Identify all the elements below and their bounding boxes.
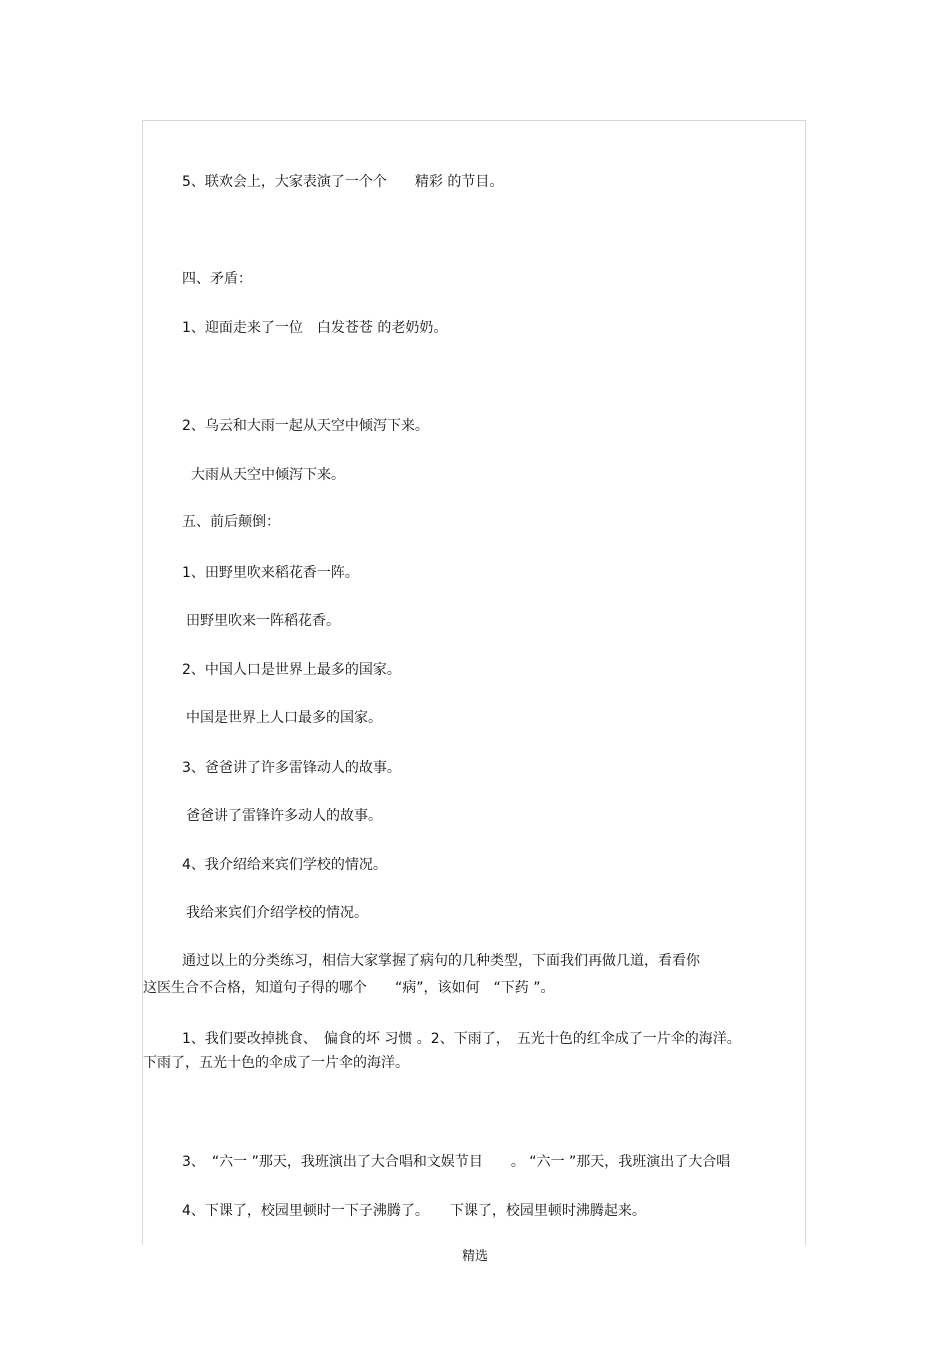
- text-line: 大雨从天空中倾泻下来。: [191, 467, 345, 483]
- section-heading: 四、矛盾：: [182, 271, 252, 287]
- section-heading: 五、前后颠倒：: [182, 514, 280, 530]
- text-line: 4、我介绍给来宾们学校的情况。: [182, 857, 387, 873]
- text-line: 1、田野里吹来稻花香一阵。: [182, 565, 359, 581]
- text-line: 爸爸讲了雷锋许多动人的故事。: [186, 808, 382, 824]
- text-line: 3、爸爸讲了许多雷锋动人的故事。: [182, 760, 401, 776]
- text-line: 1、我们要改掉挑食、 偏食的坏 习惯 。2、下雨了， 五光十色的红伞成了一片伞的海洋。: [182, 1031, 741, 1047]
- text-line: 田野里吹来一阵稻花香。: [186, 613, 340, 629]
- text-line: 2、中国人口是世界上最多的国家。: [182, 662, 401, 678]
- text-line: 4、下课了，校园里顿时一下子沸腾了。 下课了，校园里顿时沸腾起来。: [182, 1203, 646, 1219]
- text-line: 中国是世界上人口最多的国家。: [186, 710, 382, 726]
- text-line: 我给来宾们介绍学校的情况。: [186, 905, 368, 921]
- text-line: 1、迎面走来了一位 白发苍苍 的老奶奶。: [182, 320, 448, 336]
- page-footer-label: 精选: [461, 1249, 488, 1264]
- paragraph-line: 这医生合不合格，知道句子得的哪个 “病”，该如何 “下药 ”。: [143, 980, 555, 996]
- paragraph-line: 通过以上的分类练习，相信大家掌握了病句的几种类型，下面我们再做几道，看看你: [182, 953, 700, 969]
- text-line: 5、联欢会上，大家表演了一个个 精彩 的节目。: [182, 174, 504, 190]
- text-line: 3、 “六一 ”那天，我班演出了大合唱和文娱节目 。 “六一 ”那天，我班演出了大合唱: [182, 1154, 731, 1170]
- text-line: 2、乌云和大雨一起从天空中倾泻下来。: [182, 418, 429, 434]
- text-line: 下雨了，五光十色的伞成了一片伞的海洋。: [143, 1055, 409, 1071]
